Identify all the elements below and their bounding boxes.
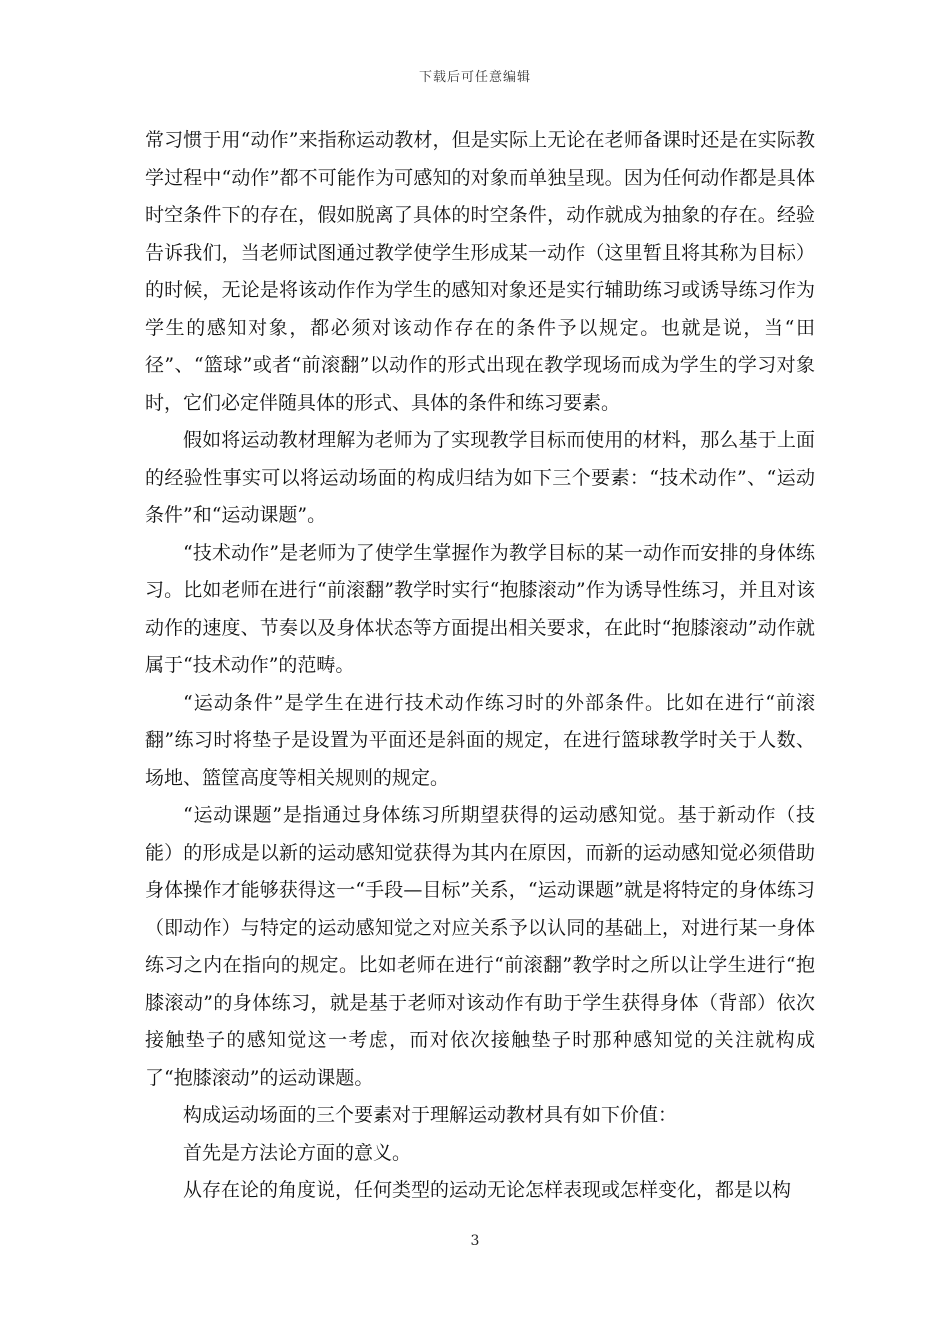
paragraph: 构成运动场面的三个要素对于理解运动教材具有如下价值： bbox=[183, 1104, 678, 1126]
paragraph: 从存在论的角度说，任何类型的运动无论怎样表现或怎样变化，都是以构 bbox=[183, 1179, 792, 1201]
paragraph: 常习惯于用“动作”来指称运动教材，但是实际上无论在老师备课时还是在实际教学过程中“动作”都不可能作为可感知的对象而单独呈现。因为任何动作都是具体时空条件下的存在，假如脱离了具体的时空条件，动作就成为抽象的存在。经验告诉我们，当老师试图通过教学使学生形成某一动作（这里暂且将其称为目标）的时候，无论是将该动作作为学生的感知对象还是实行辅助练习或诱导练习作为学生的感知对象，都必须对该动作存在的条件予以规定。也就是说，当“田径”、“篮球”或者“前滚翻”以动作的形式出现在教学现场而成为学生的学习对象时，它们必定伴随具体的形式、具体的条件和练习要素。 bbox=[145, 129, 815, 414]
paragraph: “技术动作”是老师为了使学生掌握作为教学目标的某一动作而安排的身体练习。比如老师在进行“前滚翻”教学时实行“抱膝滚动”作为诱导性练习，并且对该动作的速度、节奏以及身体状态等方面提出相关要求，在此时“抱膝滚动”动作就属于“技术动作”的范畴。 bbox=[145, 541, 815, 676]
paragraph: “运动条件”是学生在进行技术动作练习时的外部条件。比如在进行“前滚翻”练习时将垫子是设置为平面还是斜面的规定，在进行篮球教学时关于人数、场地、篮筐高度等相关规则的规定。 bbox=[145, 691, 815, 789]
body-text bbox=[145, 122, 815, 1210]
page-header: 下载后可任意编辑 bbox=[418, 70, 531, 85]
paragraph: 首先是方法论方面的意义。 bbox=[183, 1141, 412, 1164]
page-number: 3 bbox=[470, 1233, 480, 1249]
paragraph: 假如将运动教材理解为老师为了实现教学目标而使用的材料，那么基于上面的经验性事实可以将运动场面的构成归结为如下三个要素：“技术动作”、“运动条件”和“运动课题”。 bbox=[145, 429, 815, 526]
paragraph: “运动课题”是指通过身体练习所期望获得的运动感知觉。基于新动作（技能）的形成是以新的运动感知觉获得为其内在原因，而新的运动感知觉必须借助身体操作才能够获得这一“手段—目标”关系，“运动课题”就是将特定的身体练习（即动作）与特定的运动感知觉之对应关系予以认同的基础上，对进行某一身体练习之内在指向的规定。比如老师在进行“前滚翻”教学时之所以让学生进行“抱膝滚动”的身体练习，就是基于老师对该动作有助于学生获得身体（背部）依次接触垫子的感知觉这一考虑，而对依次接触垫子时那种感知觉的关注就构成了“抱膝滚动”的运动课题。 bbox=[145, 804, 815, 1089]
